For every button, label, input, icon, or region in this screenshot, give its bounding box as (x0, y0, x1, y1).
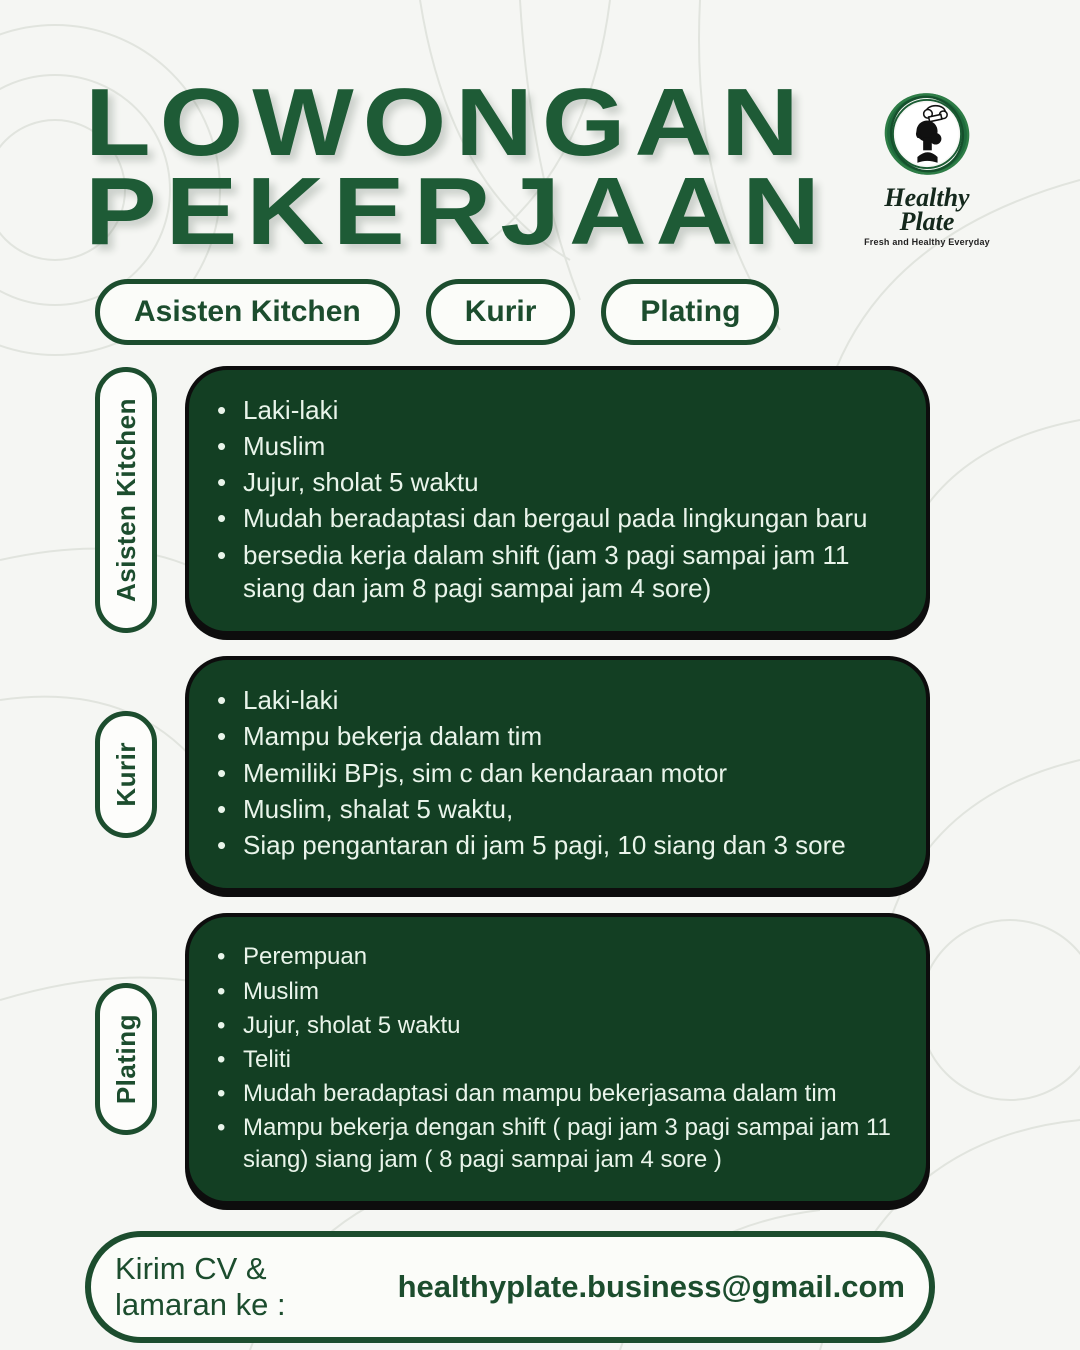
brand-tagline: Fresh and Healthy Everyday (864, 236, 990, 247)
contact-bar (85, 1231, 935, 1343)
job-requirements-kurir (185, 656, 930, 892)
brand-name-line-2: Plate (899, 206, 955, 236)
requirement-item: • Muslim, shalat 5 waktu, (209, 793, 896, 826)
requirement-item: • bersedia kerja dalam shift (jam 3 pagi sampai jam 11 siang dan jam 8 pagi sampai jam 4 sore) (209, 539, 896, 606)
title-line-1: LOWONGAN (85, 69, 808, 176)
poster-header (0, 0, 1080, 266)
requirement-item: • Perempuan (209, 941, 896, 972)
job-label-text: Plating (110, 1014, 141, 1105)
requirements-list (209, 684, 896, 862)
job-label-asisten-kitchen (95, 367, 157, 633)
requirements-list (209, 394, 896, 606)
job-label-text: Asisten Kitchen (110, 398, 141, 603)
requirement-item: • Laki-laki (209, 394, 896, 427)
brand-name-line-1: Healthy (884, 183, 970, 212)
tag-kurir[interactable]: Kurir (426, 279, 576, 345)
requirement-item: • Teliti (209, 1044, 896, 1075)
tag-asisten-kitchen[interactable]: Asisten Kitchen (95, 279, 400, 345)
requirement-item: • Muslim (209, 430, 896, 463)
requirement-item: • Mampu bekerja dengan shift ( pagi jam 3 pagi sampai jam 11 siang) siang jam ( 8 pagi sampai jam 4 sore ) (209, 1112, 896, 1174)
requirement-item: • Laki-laki (209, 684, 896, 717)
requirement-item: • Memiliki BPjs, sim c dan kendaraan motor (209, 757, 896, 790)
job-requirements-asisten-kitchen (185, 366, 930, 636)
contact-label: Kirim CV & lamaran ke : (115, 1250, 286, 1322)
job-section-asisten-kitchen (95, 366, 930, 636)
position-tags (95, 279, 1080, 345)
requirement-item: • Mudah beradaptasi dan bergaul pada lingkungan baru (209, 502, 896, 535)
requirement-item: • Mudah beradaptasi dan mampu bekerjasama dalam tim (209, 1078, 896, 1109)
chef-woman-logo-icon (879, 86, 975, 182)
job-sections (95, 366, 930, 1205)
requirement-item: • Siap pengantaran di jam 5 pagi, 10 siang dan 3 sore (209, 829, 896, 862)
job-section-kurir (95, 656, 930, 892)
requirement-item: • Mampu bekerja dalam tim (209, 720, 896, 753)
requirements-list (209, 941, 896, 1174)
job-label-kurir (95, 711, 157, 838)
page-title (85, 69, 829, 266)
requirement-item: • Jujur, sholat 5 waktu (209, 1010, 896, 1041)
requirement-item: • Jujur, sholat 5 waktu (209, 466, 896, 499)
requirement-item: • Muslim (209, 976, 896, 1007)
title-line-2: PEKERJAAN (85, 158, 829, 266)
job-section-plating (95, 913, 930, 1204)
contact-email[interactable]: healthyplate.business@gmail.com (397, 1268, 905, 1304)
brand-logo (852, 86, 1002, 247)
job-label-plating (95, 983, 157, 1135)
tag-plating[interactable]: Plating (601, 279, 779, 345)
job-label-text: Kurir (110, 741, 141, 807)
brand-name (852, 183, 1002, 236)
job-requirements-plating (185, 913, 930, 1204)
